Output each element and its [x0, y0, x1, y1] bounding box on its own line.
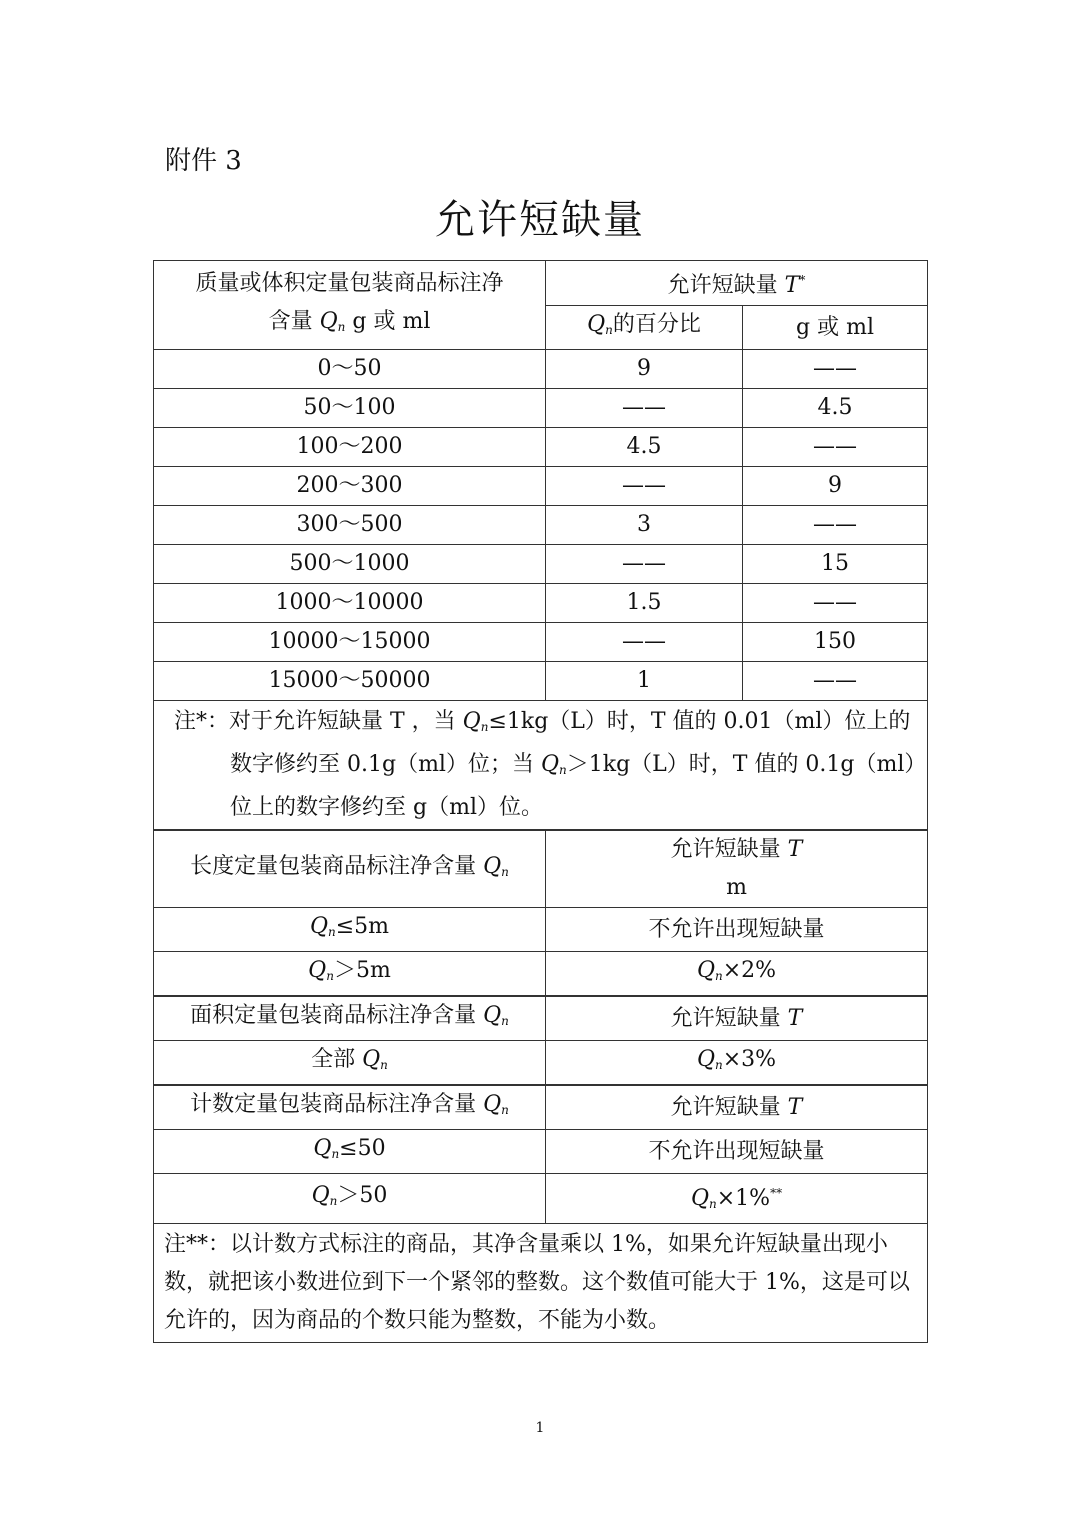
percent-header: $Q_n$的百分比	[546, 306, 743, 350]
table-row: 500～1000 —— 15	[154, 545, 928, 584]
table-row: 300～500 3 ——	[154, 506, 928, 545]
count-header-left: 计数定量包装商品标注净含量 $Q_n$	[154, 1085, 546, 1130]
attachment-label: 附件 3	[165, 146, 242, 176]
table-row: $Q_n>5m$ $Q_n\times 2\%$	[154, 952, 928, 997]
table-row: $Q_n>50$ $Q_n\times 1\%^{**}$	[154, 1174, 928, 1224]
table-row: 50～100 —— 4.5	[154, 389, 928, 428]
table-row: 0～50 9 ——	[154, 350, 928, 389]
mass-note: 注*：对于允许短缺量 T ，当 $Q_n\le 1kg(L)$时，T 值的 0.01（ml）位上的数字修约至 0.1g（ml）位；当 $Q_n>1kg(L)$时，T 值的 0.1g（ml）位上的数字修约至 g（ml）位。	[154, 701, 928, 831]
table-row: $Q_n\le 5m$ 不允许出现短缺量	[154, 908, 928, 952]
count-note: 注**：以计数方式标注的商品，其净含量乘以 1%，如果允许短缺量出现小数，就把该小数进位到下一个紧邻的整数。这个数值可能大于 1%，这是可以允许的，因为商品的个数只能为整数，不能为小数。	[154, 1224, 928, 1343]
table-row: 1000～10000 1.5 ——	[154, 584, 928, 623]
table-row: $Q_n\le 50$ 不允许出现短缺量	[154, 1130, 928, 1174]
mass-header-left: 质量或体积定量包装商品标注净 含量 $Q_n$ g 或 ml	[154, 261, 546, 350]
area-header-right: 允许短缺量 T	[546, 996, 928, 1041]
page-title: 允许短缺量	[435, 197, 645, 243]
table-row: 200～300 —— 9	[154, 467, 928, 506]
table-row: 100～200 4.5 ——	[154, 428, 928, 467]
count-header-right: 允许短缺量 T	[546, 1085, 928, 1130]
page-number: 1	[535, 1420, 545, 1436]
length-header-left: 长度定量包装商品标注净含量 $Q_n$	[154, 830, 546, 908]
mass-header-group: 允许短缺量 T*	[546, 261, 928, 306]
table-row: 全部 $Q_n$ $Q_n\times 3\%$	[154, 1041, 928, 1086]
table-row: 15000～50000 1 ——	[154, 662, 928, 701]
length-header-right: 允许短缺量 T m	[546, 830, 928, 908]
unit-header: g 或 ml	[743, 306, 928, 350]
table-row: 10000～15000 —— 150	[154, 623, 928, 662]
allowance-table	[153, 260, 928, 1343]
area-header-left: 面积定量包装商品标注净含量 $Q_n$	[154, 996, 546, 1041]
